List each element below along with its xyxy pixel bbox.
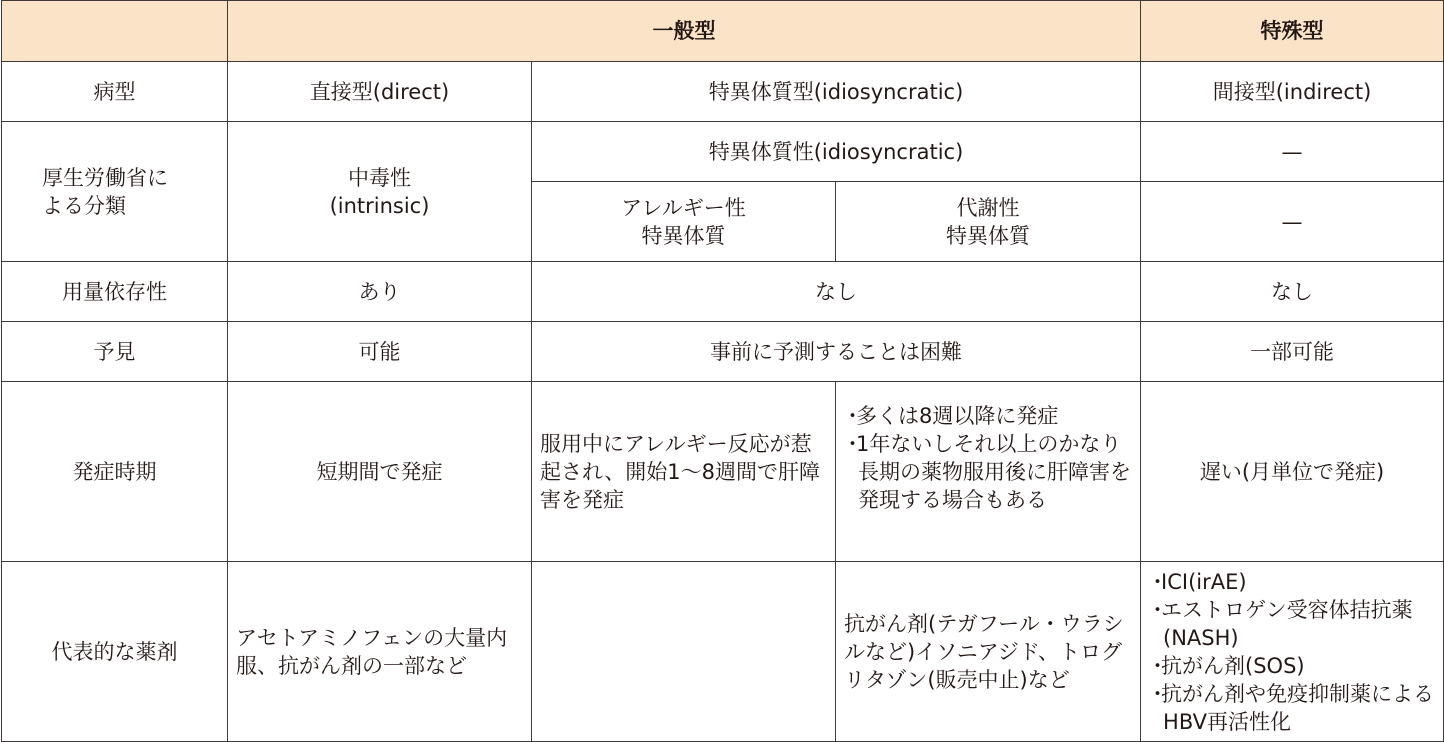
row-label-mhlw [2, 122, 228, 262]
cell-onset-metabolic [836, 382, 1141, 562]
list-item: ・ 1年ないしそれ以上のかなり長期の薬物服用後に肝障害を発現する場合もある [844, 430, 1132, 514]
cell-drugs-indirect [1141, 562, 1444, 742]
cell-special-dash-top: — [1141, 122, 1444, 182]
row-onset [2, 382, 1444, 562]
row-label-prediction: 予見 [2, 322, 228, 382]
cell-prediction-indirect: 一部可能 [1141, 322, 1444, 382]
header-row [2, 1, 1444, 62]
list-item: ・ ICI(irAE) [1149, 568, 1435, 596]
cell-onset-indirect: 遅い(月単位で発症) [1141, 382, 1444, 562]
cell-prediction-direct: 可能 [228, 322, 532, 382]
cell-indirect-type: 間接型(indirect) [1141, 62, 1444, 122]
cell-allergic-idiosyncrasy: アレルギー性 特異体質 [532, 182, 836, 262]
cell-toxic-intrinsic: 中毒性 (intrinsic) [228, 122, 532, 262]
cell-idiosyncratic-type: 特異体質型(idiosyncratic) [532, 62, 1141, 122]
cell-direct-type: 直接型(direct) [228, 62, 532, 122]
row-mhlw-top [2, 122, 1444, 182]
cell-idiosyncratic-nature: 特異体質性(idiosyncratic) [532, 122, 1141, 182]
header-special-type: 特殊型 [1141, 1, 1444, 62]
row-label-drugs: 代表的な薬剤 [2, 562, 228, 742]
cell-drugs-metabolic: 抗がん剤(テガフール・ウラシルなど)イソニアジド、トログリタゾン(販売中止)など [836, 562, 1141, 742]
cell-prediction-idiosyncratic: 事前に予測することは困難 [532, 322, 1141, 382]
cell-dose-indirect: なし [1141, 262, 1444, 322]
row-label-onset: 発症時期 [2, 382, 228, 562]
dili-classification-table [1, 0, 1444, 742]
row-prediction [2, 322, 1444, 382]
header-general-type: 一般型 [228, 1, 1141, 62]
row-dose-dependency [2, 262, 1444, 322]
cell-onset-direct: 短期間で発症 [228, 382, 532, 562]
list-item: ・ 多くは8週以降に発症 [844, 402, 1132, 430]
cell-dose-idiosyncratic: なし [532, 262, 1141, 322]
cell-onset-allergic: 服用中にアレルギー反応が惹起され、開始1〜8週間で肝障害を発症 [532, 382, 836, 562]
header-corner-cell [2, 1, 228, 62]
cell-drugs-direct: アセトアミノフェンの大量内服、抗がん剤の一部など [228, 562, 532, 742]
row-label-mhlw-text: 厚生労働省による分類 [42, 165, 168, 218]
row-representative-drugs [2, 562, 1444, 742]
row-label-dose: 用量依存性 [2, 262, 228, 322]
cell-dose-direct: あり [228, 262, 532, 322]
list-item: ・ 抗がん剤(SOS) [1149, 652, 1435, 680]
row-label-pathology: 病型 [2, 62, 228, 122]
row-pathology [2, 62, 1444, 122]
cell-drugs-allergic [532, 562, 836, 742]
drugs-indirect-list [1149, 568, 1435, 736]
onset-metabolic-list [844, 402, 1132, 514]
list-item: ・ 抗がん剤や免疫抑制薬によるHBV再活性化 [1149, 680, 1435, 736]
cell-metabolic-idiosyncrasy: 代謝性 特異体質 [836, 182, 1141, 262]
list-item: ・ エストロゲン受容体拮抗薬(NASH) [1149, 596, 1435, 652]
cell-special-dash-bottom: — [1141, 182, 1444, 262]
